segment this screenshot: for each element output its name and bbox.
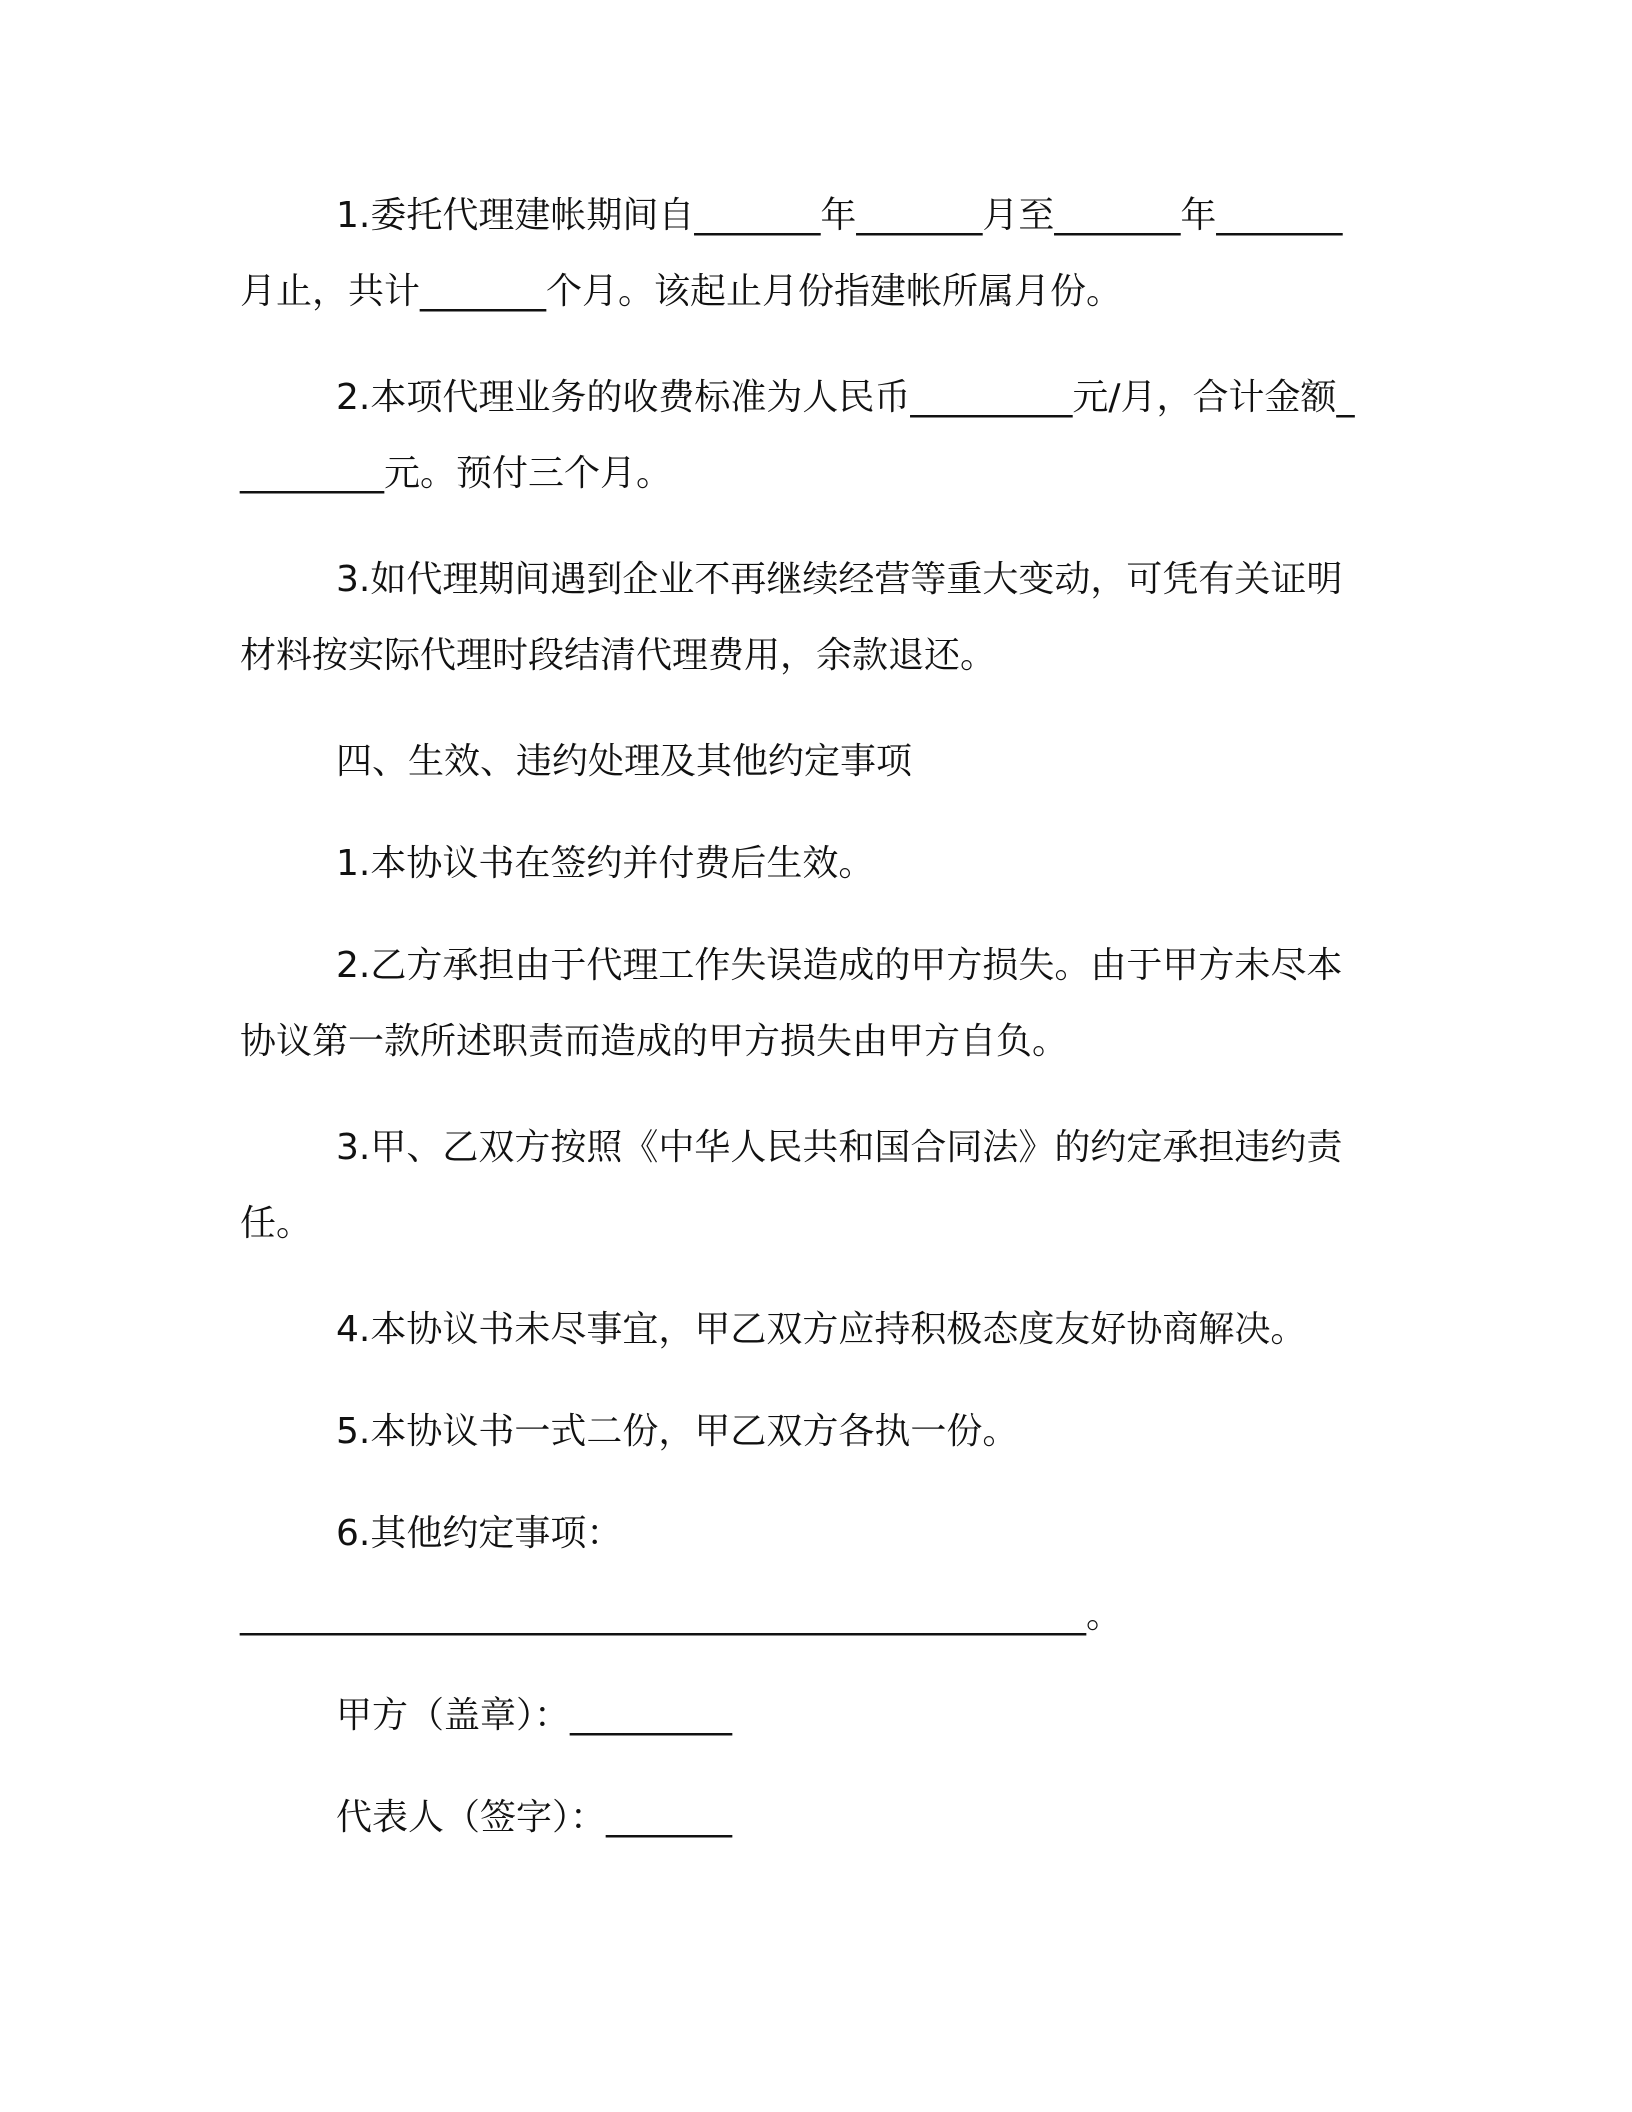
blank-fill-line: _______________________________________________。 [240,1595,1122,1636]
section-heading: 四、生效、违约处理及其他约定事项 [336,741,913,782]
paragraph-fee-standard: 2.本项代理业务的收费标准为人民币_________元/月，合计金额_________元。预付三个月。 [240,377,1355,494]
paragraph-liability: 2.乙方承担由于代理工作失误造成的甲方损失。由于甲方未尽本协议第一款所述职责而造成的甲方损失由甲方自负。 [240,945,1343,1062]
paragraph-unresolved: 4.本协议书未尽事宜，甲乙双方应持积极态度友好协商解决。 [336,1309,1307,1350]
paragraph-copies: 5.本协议书一式二份，甲乙双方各执一份。 [336,1411,1019,1452]
paragraph-major-change: 3.如代理期间遇到企业不再继续经营等重大变动，可凭有关证明材料按实际代理时段结清代理费用，余款退还。 [240,559,1343,676]
paragraph-billing-period: 1.委托代理建帐期间自_______年_______月至_______年_______月止，共计_______个月。该起止月份指建帐所属月份。 [240,195,1343,312]
representative-signature: 代表人（签字）：_______ [336,1797,733,1838]
paragraph-other-terms: 6.其他约定事项： [336,1513,623,1554]
party-a-seal: 甲方（盖章）：_________ [336,1695,733,1736]
paragraph-effective: 1.本协议书在签约并付费后生效。 [336,843,875,884]
paragraph-breach: 3.甲、乙双方按照《中华人民共和国合同法》的约定承担违约责任。 [240,1127,1343,1244]
